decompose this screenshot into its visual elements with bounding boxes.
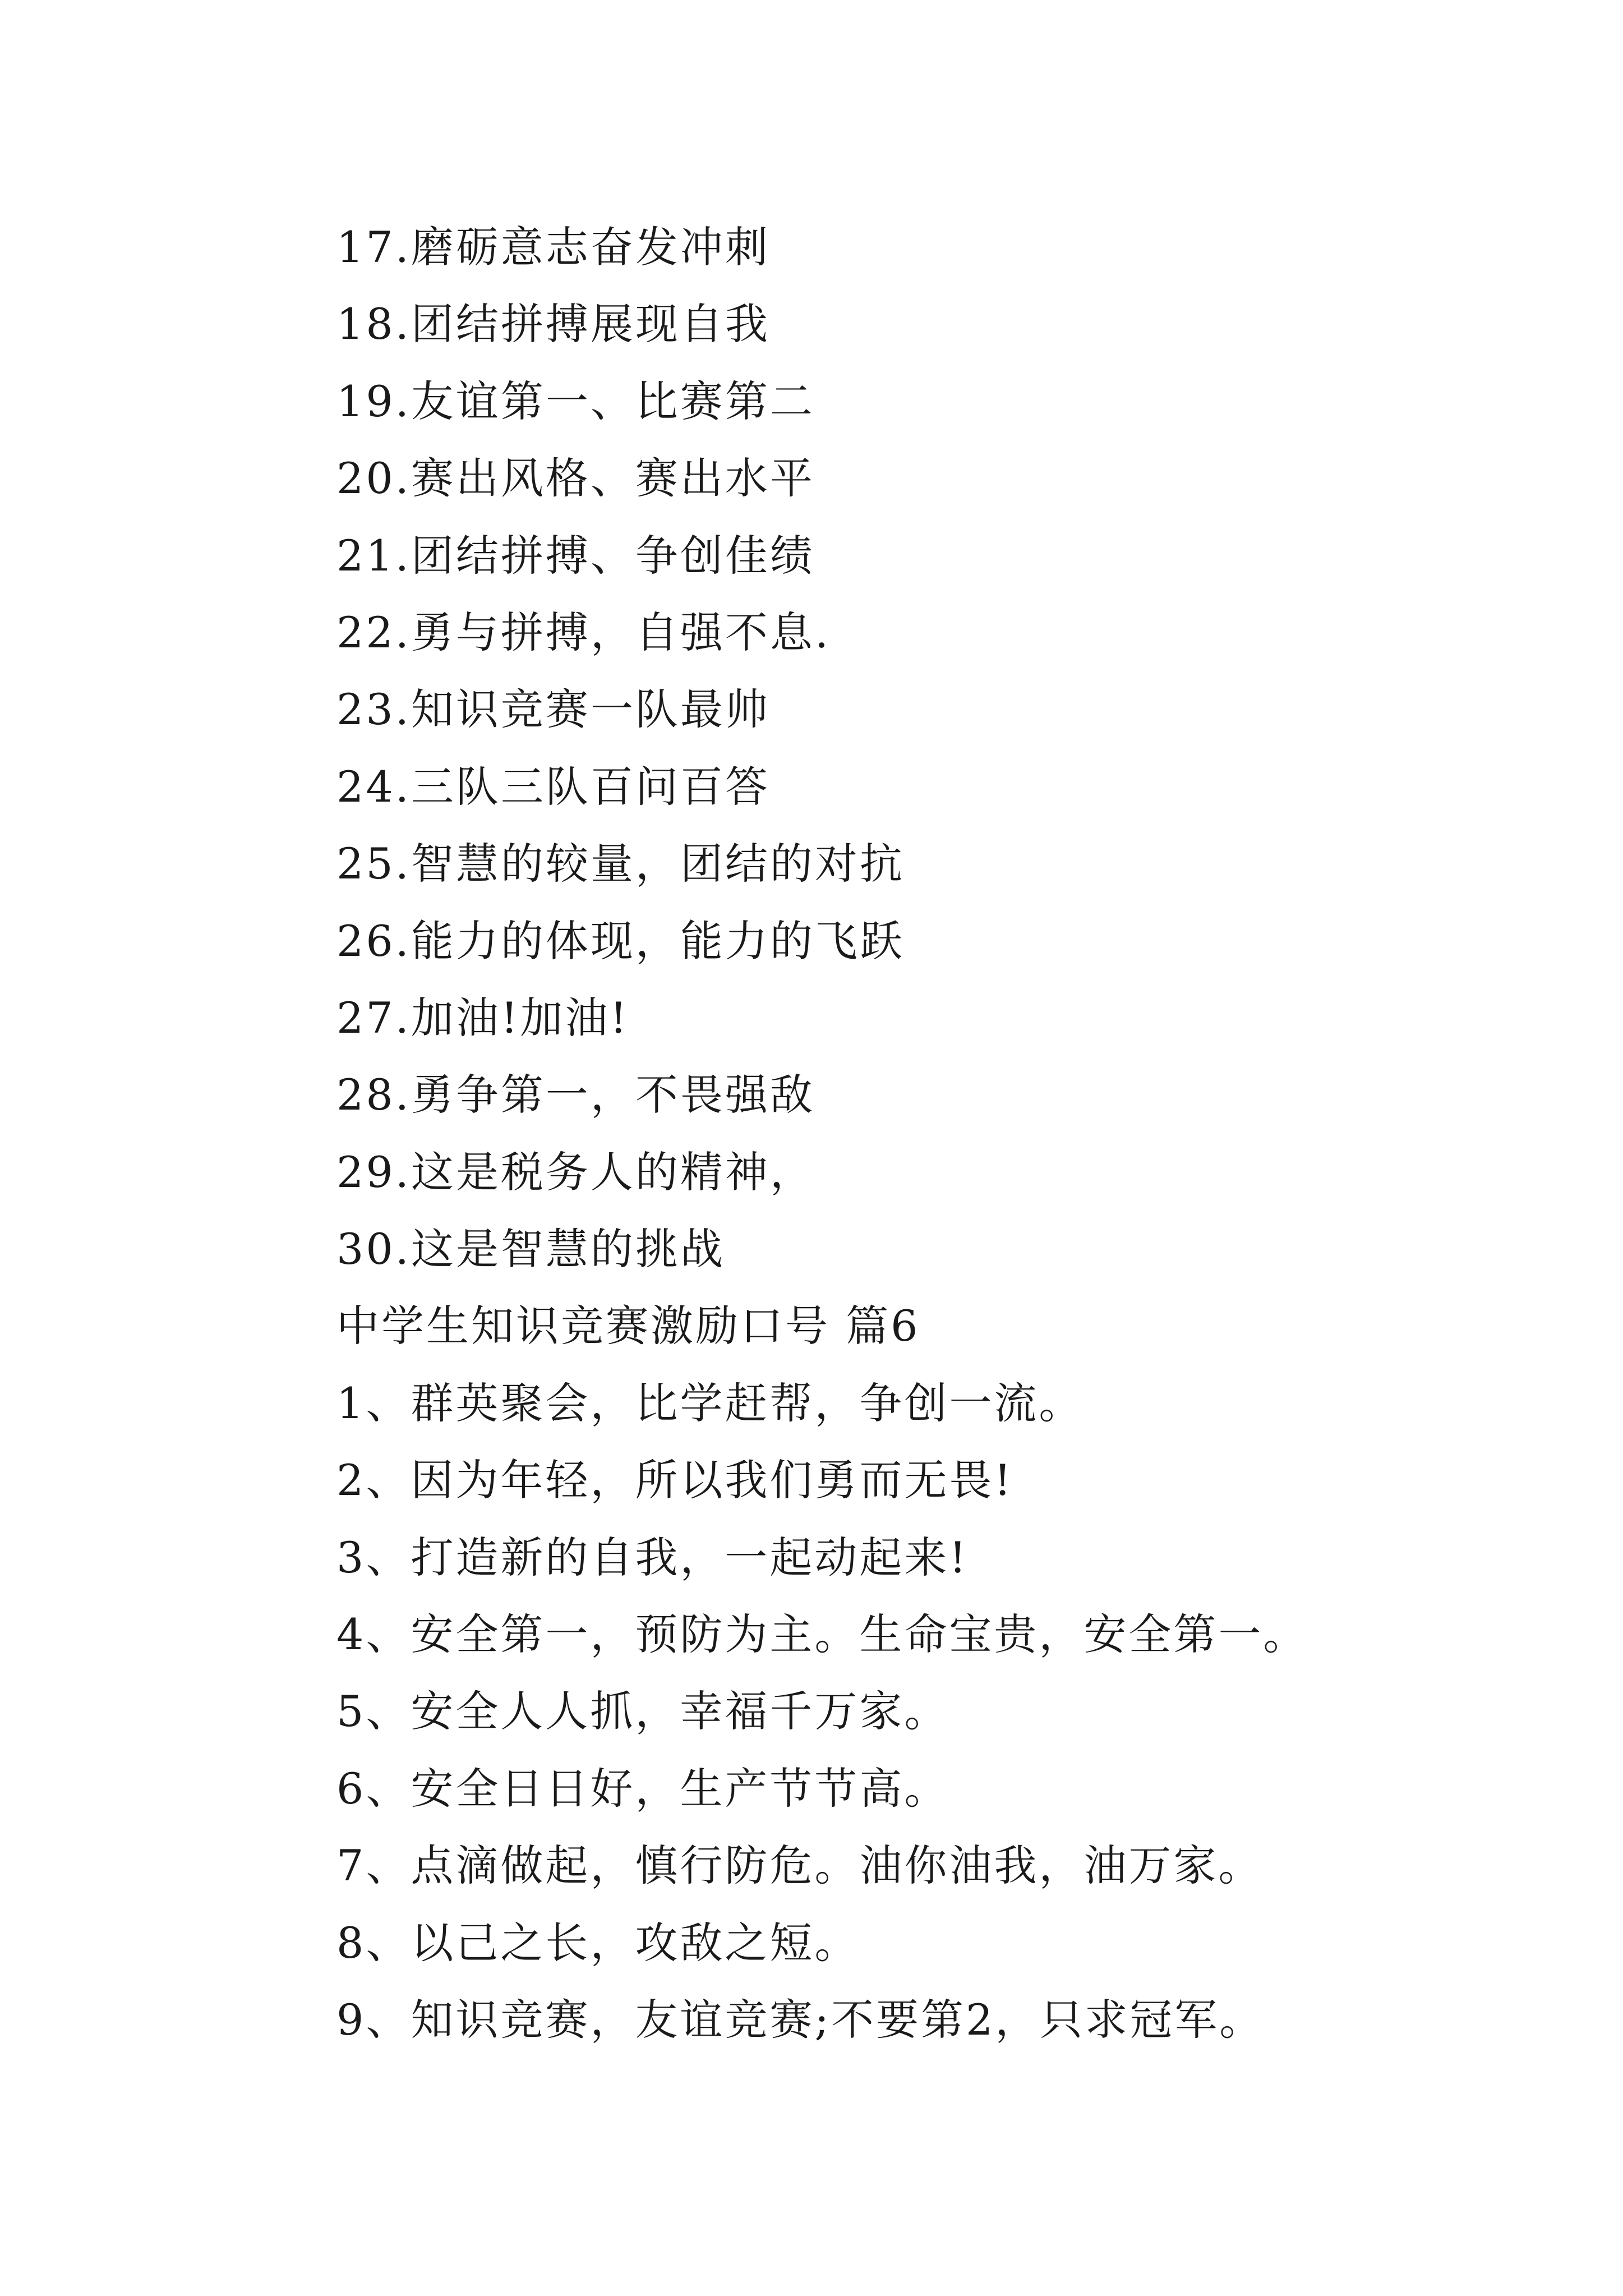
list-item: 28.勇争第一，不畏强敌 (336, 1070, 815, 1120)
list-item: 26.能力的体现，能力的飞跃 (336, 915, 905, 966)
list-item: 2、因为年轻，所以我们勇而无畏! (336, 1455, 1013, 1506)
list-item: 8、以己之长，攻敌之短。 (336, 1917, 860, 1968)
list-item: 5、安全人人抓，幸福千万家。 (336, 1686, 949, 1737)
list-item: 3、打造新的自我，一起动起来! (336, 1532, 969, 1582)
list-item: 24.三队三队百问百答 (336, 761, 770, 812)
list-item: 1、群英聚会，比学赶帮，争创一流。 (336, 1378, 1084, 1428)
list-item: 21.团结拼搏、争创佳绩 (336, 530, 815, 581)
list-item: 19.友谊第一、比赛第二 (336, 376, 815, 426)
list-item: 4、安全第一，预防为主。生命宝贵，安全第一。 (336, 1609, 1308, 1660)
document-body (336, 209, 1514, 2058)
list-item: 9、知识竞赛，友谊竞赛;不要第2，只求冠军。 (336, 1994, 1265, 2045)
list-item: 6、安全日日好，生产节节高。 (336, 1763, 949, 1814)
section-heading: 中学生知识竞赛激励口号 篇6 (336, 1301, 920, 1351)
list-item: 20.赛出风格、赛出水平 (336, 453, 815, 504)
list-item: 23.知识竞赛一队最帅 (336, 684, 770, 735)
list-item: 29.这是税务人的精神， (336, 1147, 815, 1197)
list-item: 18.团结拼搏展现自我 (336, 299, 770, 349)
list-item: 17.磨砺意志奋发冲刺 (336, 222, 770, 272)
list-item: 22.勇与拼搏，自强不息. (336, 607, 831, 657)
list-item: 27.加油!加油! (336, 992, 629, 1043)
list-item: 25.智慧的较量，团结的对抗 (336, 839, 905, 889)
list-item: 7、点滴做起，慎行防危。油你油我，油万家。 (336, 1841, 1264, 1891)
list-item: 30.这是智慧的挑战 (336, 1224, 725, 1274)
